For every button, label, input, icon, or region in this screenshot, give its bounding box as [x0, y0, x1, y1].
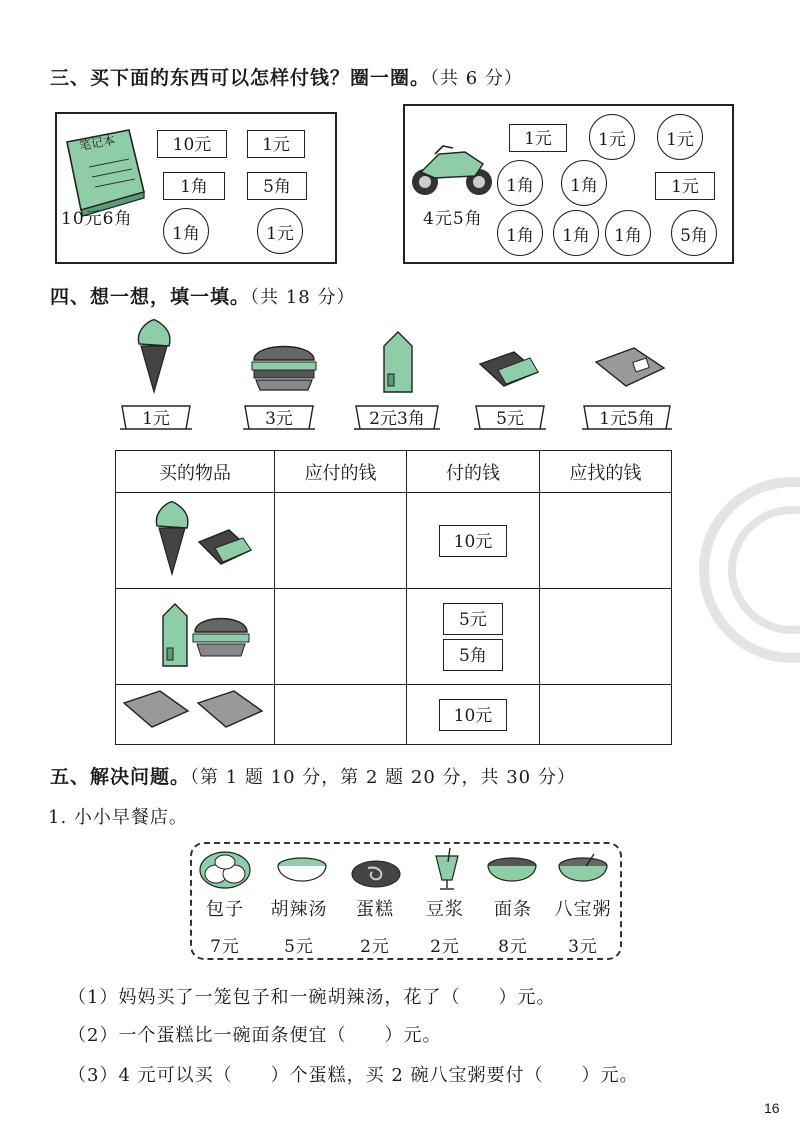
- menu-item-price: 2元: [360, 937, 390, 957]
- money-coin[interactable]: 1角: [561, 160, 607, 206]
- question-text: （2）一个蛋糕比一碗面条便宜（ ）元。: [68, 1025, 442, 1046]
- section-3-heading: [50, 63, 523, 90]
- ice-cream-chocolate-icon: [135, 498, 255, 578]
- money-bill: 5元: [443, 603, 503, 635]
- question-text: （3）4 元可以买（ ）个蛋糕，买 2 碗八宝粥要付（ ）元。: [68, 1065, 639, 1086]
- motorcycle-icon: [409, 142, 495, 200]
- price-tag: 1元: [142, 409, 170, 429]
- money-coin[interactable]: 1角: [163, 208, 209, 254]
- section-4-score: （共 18 分）: [250, 287, 356, 308]
- milk-hamburger-icon: [135, 594, 255, 674]
- amount-paid-cell: [407, 685, 540, 745]
- question-1-title: 1. 小小早餐店。: [48, 807, 188, 828]
- table-row: [116, 589, 672, 685]
- table-header-row: [116, 451, 672, 493]
- menu-item-name: 豆浆: [426, 899, 464, 920]
- change-cell[interactable]: [539, 493, 671, 589]
- money-coin[interactable]: 1角: [553, 210, 599, 256]
- menu-item-price: 7元: [210, 937, 240, 957]
- milk-carton-icon: [378, 330, 418, 394]
- table-header: 付的钱: [407, 451, 540, 493]
- ice-cream-icon: [133, 318, 175, 394]
- section-5-title: 五、解决问题。: [50, 766, 191, 788]
- menu-item-price: 2元: [430, 937, 460, 957]
- price-tag: 5元: [496, 409, 524, 429]
- section-4-heading: [50, 282, 355, 309]
- money-coin[interactable]: 1角: [497, 210, 543, 256]
- money-coin[interactable]: 1元: [257, 208, 303, 254]
- notebook-label: 笔记本: [78, 132, 117, 154]
- menu-item-name: 包子: [206, 899, 244, 920]
- price-tag: 3元: [265, 409, 293, 429]
- table-row: [116, 685, 672, 745]
- soy-milk-glass-icon: [432, 846, 462, 892]
- money-bill[interactable]: 5角: [247, 172, 307, 200]
- table-header: 应找的钱: [539, 451, 671, 493]
- money-bill: 5角: [443, 639, 503, 671]
- money-bill[interactable]: 10元: [157, 130, 227, 158]
- amount-due-cell[interactable]: [274, 493, 406, 589]
- money-coin[interactable]: 1元: [589, 114, 635, 160]
- motorcycle-price: 4元5角: [423, 209, 483, 229]
- menu-item-price: 3元: [568, 937, 598, 957]
- price-tag: 2元3角: [369, 409, 425, 429]
- notebook-price: 10元6角: [61, 209, 133, 229]
- price-tag: 1元5角: [599, 409, 655, 429]
- money-coin[interactable]: 1元: [657, 114, 703, 160]
- section-3-title: 三、买下面的东西可以怎样付钱？圈一圈。: [50, 67, 431, 89]
- items-cell: [116, 493, 275, 589]
- change-cell[interactable]: [539, 589, 671, 685]
- notebook-panel: [55, 112, 337, 264]
- amount-paid-cell: [407, 589, 540, 685]
- menu-item-name: 面条: [494, 899, 532, 920]
- noodle-bowl-icon: [486, 856, 538, 890]
- motorcycle-panel: [403, 104, 734, 264]
- menu-item-name: 蛋糕: [356, 899, 394, 920]
- section-3-score: （共 6 分）: [430, 68, 523, 89]
- items-cell: [116, 589, 275, 685]
- question-text: （1）妈妈买了一笼包子和一碗胡辣汤，花了（ ）元。: [68, 987, 556, 1008]
- chocolate-bar-icon: [478, 350, 542, 390]
- steamed-buns-icon: [198, 848, 252, 890]
- menu-item-price: 5元: [284, 937, 314, 957]
- amount-paid-cell: [407, 493, 540, 589]
- section-5-score: （第 1 题 10 分，第 2 题 20 分，共 30 分）: [190, 767, 576, 788]
- amount-due-cell[interactable]: [274, 685, 406, 745]
- money-bill[interactable]: 1元: [655, 172, 715, 200]
- menu-item-price: 8元: [498, 937, 528, 957]
- purchase-table: [115, 450, 672, 745]
- pencil-box-icon: [594, 346, 666, 392]
- watermark-emblem: [696, 470, 800, 670]
- amount-due-cell[interactable]: [274, 589, 406, 685]
- money-bill[interactable]: 1元: [509, 124, 567, 152]
- table-row: [116, 493, 672, 589]
- cake-roll-icon: [350, 858, 402, 890]
- money-bill: 10元: [439, 525, 507, 557]
- two-pencil-boxes-icon: [120, 687, 270, 737]
- money-coin[interactable]: 1角: [605, 210, 651, 256]
- soup-bowl-icon: [276, 856, 328, 890]
- table-header: 应付的钱: [274, 451, 406, 493]
- menu-item-name: 八宝粥: [554, 899, 612, 920]
- change-cell[interactable]: [539, 685, 671, 745]
- money-bill[interactable]: 1元: [247, 130, 305, 158]
- section-5-heading: [50, 762, 576, 789]
- money-coin[interactable]: 1角: [497, 160, 543, 206]
- money-bill: 10元: [439, 699, 507, 731]
- table-header: 买的物品: [116, 451, 275, 493]
- menu-item-name: 胡辣汤: [270, 899, 328, 920]
- page-number: 16: [764, 1100, 780, 1116]
- hamburger-icon: [248, 338, 320, 394]
- items-cell: [116, 685, 275, 745]
- section-4-title: 四、想一想，填一填。: [50, 286, 251, 308]
- porridge-bowl-icon: [556, 852, 610, 890]
- money-coin[interactable]: 5角: [671, 210, 717, 256]
- money-bill[interactable]: 1角: [163, 172, 225, 200]
